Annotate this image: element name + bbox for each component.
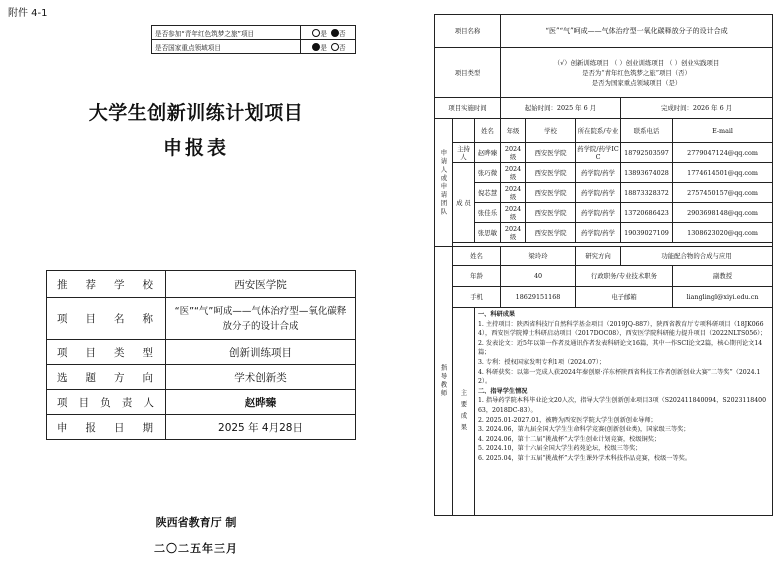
member-grade: 2024级 xyxy=(501,223,526,243)
member-email: 1308623020@qq.com xyxy=(673,223,773,243)
advisor-age: 40 xyxy=(501,266,576,287)
member-school: 西安医学院 xyxy=(526,163,576,183)
results-item: 1. 指导药学院本科毕业论文20人次，指导大学生创新创业项目3项（S202411840094，S202311840063，2018DC-83）。 xyxy=(478,397,767,414)
results-item: 3. 2024.06，第九届全国大学生生命科学竞赛(创新创业类)，国家级三等奖； xyxy=(478,426,690,434)
info-label: 申报日期 xyxy=(47,415,166,440)
end-date: 完成时间：2026 年 6 月 xyxy=(621,98,773,119)
cover-info-table xyxy=(46,270,356,440)
advisor-field-label: 研究方向 xyxy=(576,247,621,266)
project-name-label: 项目名称 xyxy=(435,15,501,48)
leader-label: 主持人 xyxy=(453,143,475,163)
flag-row-red-dream xyxy=(152,26,356,40)
form-title: 大学生创新训练计划项目 xyxy=(88,102,304,124)
advisor-row-3 xyxy=(435,287,773,308)
project-name-row xyxy=(435,15,773,48)
member-email: 1774614501@qq.com xyxy=(673,163,773,183)
info-label: 选题方向 xyxy=(47,365,166,390)
flag-question: 是否国家重点领域项目 xyxy=(152,40,301,54)
member-email: 2779047124@qq.com xyxy=(673,143,773,163)
team-row xyxy=(435,223,773,243)
radio-empty-icon[interactable] xyxy=(331,43,339,51)
member-grade: 2024级 xyxy=(501,203,526,223)
advisor-section-label: 指导教师 xyxy=(435,247,453,516)
advisor-results-row xyxy=(435,308,773,516)
member-grade: 2024级 xyxy=(501,183,526,203)
results-item: 2. 2025.01-2027.01，被聘为西安医学院大学生创新创业导师； xyxy=(478,416,657,424)
team-header: 姓名 xyxy=(475,119,501,143)
info-value: 创新训练项目 xyxy=(166,340,356,365)
advisor-phone: 18629151168 xyxy=(501,287,576,308)
flag-option-yes: 是 xyxy=(320,43,327,52)
team-header: 所在院系/专业 xyxy=(576,119,621,143)
advisor-title: 副教授 xyxy=(673,266,773,287)
advisor-name-label: 姓名 xyxy=(453,247,501,266)
member-grade: 2024级 xyxy=(501,143,526,163)
member-dept: 药学院/药学ICC xyxy=(577,144,619,161)
results-item: 4. 2024.06，第十二届“挑战杯”大学生创业计划竞赛，校级铜奖； xyxy=(478,435,661,443)
advisor-age-label: 年龄 xyxy=(453,266,501,287)
team-header: 学校 xyxy=(526,119,576,143)
info-label: 项目类型 xyxy=(47,340,166,365)
info-value: 学术创新类 xyxy=(166,365,356,390)
member-school: 西安医学院 xyxy=(526,143,576,163)
detail-table xyxy=(434,14,773,516)
advisor-title-label: 行政职务/专业技术职务 xyxy=(576,266,673,287)
member-dept: 药学院/药学 xyxy=(576,163,621,183)
member-phone: 18792503597 xyxy=(621,143,673,163)
member-dept: 药学院/药学 xyxy=(576,203,621,223)
member-phone: 19039027109 xyxy=(621,223,673,243)
member-phone: 18873328372 xyxy=(621,183,673,203)
team-section-label: 申请人或申请团队 xyxy=(435,119,453,247)
project-type-row xyxy=(435,48,773,98)
advisor-field: 功能配合物的合成与应用 xyxy=(621,247,773,266)
radio-filled-icon[interactable] xyxy=(331,29,339,37)
blank-cell xyxy=(453,119,475,143)
info-value: “医”“气”呵成——气体治疗型—氧化碳释放分子的设计合成 xyxy=(166,298,356,340)
results-item: 4. 科研获奖：以第一完成人获2024年秦创原·洋东杯陕西省科技工作者创新创业大赛“二等奖”（2024.12）。 xyxy=(478,368,761,386)
member-phone: 13720686423 xyxy=(621,203,673,223)
issue-date: 二〇二五年三月 xyxy=(154,542,238,555)
flag-option-no: 否 xyxy=(339,43,346,52)
results-item: 一、科研成果 xyxy=(478,311,516,318)
info-row xyxy=(47,340,356,365)
member-name: 倪芯慧 xyxy=(475,183,501,203)
team-row xyxy=(435,163,773,183)
flag-option-yes: 是 xyxy=(320,29,327,38)
team-header-row xyxy=(435,119,773,143)
member-school: 西安医学院 xyxy=(526,203,576,223)
start-date: 起始时间：2025 年 6 月 xyxy=(501,98,621,119)
members-label: 成 员 xyxy=(453,163,475,243)
results-content xyxy=(475,308,773,516)
team-header: 联系电话 xyxy=(621,119,673,143)
info-value: 赵晔臻 xyxy=(166,390,356,415)
info-row xyxy=(47,271,356,298)
member-grade: 2024级 xyxy=(501,163,526,183)
advisor-row-2 xyxy=(435,266,773,287)
results-item: 二、指导学生情况 xyxy=(478,387,528,395)
results-item: 3. 专利：授权国家发明专利1项（2024.07）； xyxy=(478,358,606,366)
info-row xyxy=(47,415,356,440)
member-email: 2903698148@qq.com xyxy=(673,203,773,223)
advisor-email: lianglingl@xiyi.edu.cn xyxy=(673,287,773,308)
member-email: 2757450157@qq.com xyxy=(673,183,773,203)
member-school: 西安医学院 xyxy=(526,223,576,243)
team-row xyxy=(435,203,773,223)
period-label: 项目实施时间 xyxy=(435,98,501,119)
type-key-field: 是否为国家重点领域项目（是） xyxy=(591,78,682,87)
form-detail-page xyxy=(434,14,772,549)
member-phone: 13893674028 xyxy=(621,163,673,183)
flag-question: 是否参加“青年红色筑梦之旅”项目 xyxy=(152,26,301,40)
results-item: 5. 2024.10，第十六届全国大学生药苑论坛，校级三等奖； xyxy=(478,445,642,453)
type-red-dream: 是否为“青年红色筑梦之旅”项目（否） xyxy=(582,68,691,77)
info-label: 项目负责人 xyxy=(47,390,166,415)
attachment-label: 附件 4-1 xyxy=(8,8,48,19)
team-header: E-mail xyxy=(673,119,773,143)
info-value: 2025 年 4月28日 xyxy=(166,415,356,440)
member-name: 张巧微 xyxy=(475,163,501,183)
flag-options xyxy=(301,26,356,40)
results-label: 主要成果 xyxy=(453,308,475,516)
issuer: 陕西省教育厅 制 xyxy=(155,516,237,529)
project-flags-box xyxy=(151,25,356,54)
period-row xyxy=(435,98,773,119)
team-row xyxy=(435,183,773,203)
type-options: （√）创新训练项目 （ ）创业训练项目 （ ）创业实践项目 xyxy=(553,58,720,67)
advisor-phone-label: 手机 xyxy=(453,287,501,308)
form-subtitle: 申报表 xyxy=(162,137,229,159)
member-name: 张思敏 xyxy=(475,223,501,243)
member-school: 西安医学院 xyxy=(526,183,576,203)
team-header: 年级 xyxy=(501,119,526,143)
project-name-value: “医”“气”呵成——气体治疗型一氧化碳释放分子的设计合成 xyxy=(501,15,773,48)
project-type-label: 项目类型 xyxy=(435,48,501,98)
member-dept: 药学院/药学 xyxy=(576,183,621,203)
info-value: 西安医学院 xyxy=(166,271,356,298)
results-item: 2. 发表论文：近5年以第一作者及通讯作者发表科研论文16篇，其中一作SCI论文2篇，核心期刊论文14篇； xyxy=(478,339,763,357)
info-label: 推荐学校 xyxy=(47,271,166,298)
member-name: 张佳乐 xyxy=(475,203,501,223)
flag-option-no: 否 xyxy=(339,29,346,38)
member-name: 赵晔臻 xyxy=(475,143,501,163)
results-item: 1. 主持项目：陕西省科技厅自然科学基金项目（2019JQ-887），陕西省教育厅专项科研项目（18JK0664），西安医学院博士科研启动项目（2017DOC08），西安医学院科研能力提升项目（2022NLTS056）； xyxy=(478,320,767,338)
member-dept: 药学院/药学 xyxy=(576,223,621,243)
team-row xyxy=(435,143,773,163)
advisor-row-1 xyxy=(435,247,773,266)
info-row xyxy=(47,390,356,415)
flag-options xyxy=(301,40,356,54)
info-row xyxy=(47,298,356,340)
project-type-values xyxy=(501,48,773,98)
advisor-name: 梁玲玲 xyxy=(501,247,576,266)
advisor-email-label: 电子邮箱 xyxy=(576,287,673,308)
flag-row-key-field xyxy=(152,40,356,54)
results-item: 6. 2025.04，第十五届“挑战杯”大学生课外学术科技作品竞赛，校级一等奖。 xyxy=(478,454,692,462)
info-label: 项目名称 xyxy=(47,298,166,340)
info-row xyxy=(47,365,356,390)
